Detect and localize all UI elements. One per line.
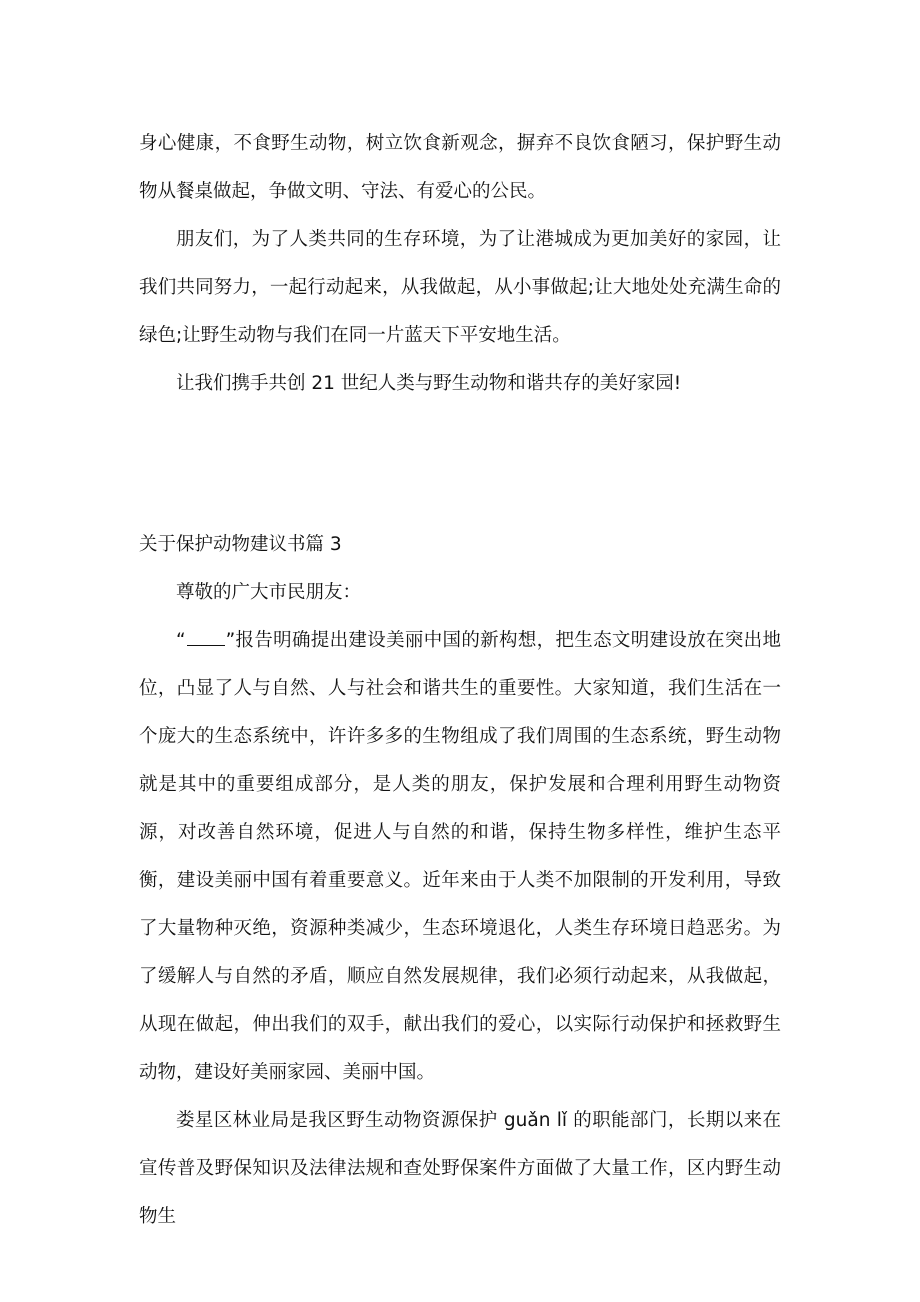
section-gap xyxy=(139,408,781,521)
report-text: 报告明确提出建设美丽中国的新构想，把生态文明建设放在突出地位，凸显了人与自然、人与社会和谐共生的重要性。大家知道，我们生活在一个庞大的生态系统中，许许多多的生物组成了我们周围的生态系统，野生动物就是其中的重要组成部分，是人类的朋友，保护发展和合理利用野生动物资源，对改善自然环境，促进人与自然的和谐，保持生物多样性，维护生态平衡，建设美丽中国有着重要意义。近年来由于人类不加限制的开发利用，导致了大量物种灭绝，资源种类减少，生态环境退化，人类生存环境日趋恶劣。为了缓解人与自然的矛盾，顺应自然发展规律，我们必须行动起来，从我做起，从现在做起，伸出我们的双手，献出我们的爱心，以实际行动保护和拯救野生动物，建设好美丽家园、美丽中国。 xyxy=(139,630,781,1083)
document-content xyxy=(139,120,781,1241)
paragraph-friends-appeal: 朋友们，为了人类共同的生存环境，为了让港城成为更加美好的家园，让我们共同努力，一起行动起来，从我做起，从小事做起;让大地处处充满生命的绿色;让野生动物与我们在同一片蓝天下平安地生活。 xyxy=(139,229,781,346)
paragraph-report xyxy=(139,617,781,1097)
salutation: 尊敬的广大市民朋友： xyxy=(176,582,362,603)
quote-open: “ xyxy=(176,630,186,651)
paragraph-closing-call: 让我们携手共创 21 世纪人类与野生动物和谐共存的美好家园! xyxy=(176,373,682,394)
paragraph-forestry-bureau: 娄星区林业局是我区野生动物资源保护 guǎn lǐ 的职能部门，长期以来在宣传普及野保知识及法律法规和查处野保案件方面做了大量工作，区内野生动物生 xyxy=(139,1110,781,1227)
blank-field xyxy=(187,627,225,647)
paragraph-continuation: 身心健康，不食野生动物，树立饮食新观念，摒弃不良饮食陋习，保护野生动物从餐桌做起，争做文明、守法、有爱心的公民。 xyxy=(139,133,781,202)
section-title: 关于保护动物建议书篇 3 xyxy=(139,534,342,555)
quote-close: ” xyxy=(225,630,236,651)
